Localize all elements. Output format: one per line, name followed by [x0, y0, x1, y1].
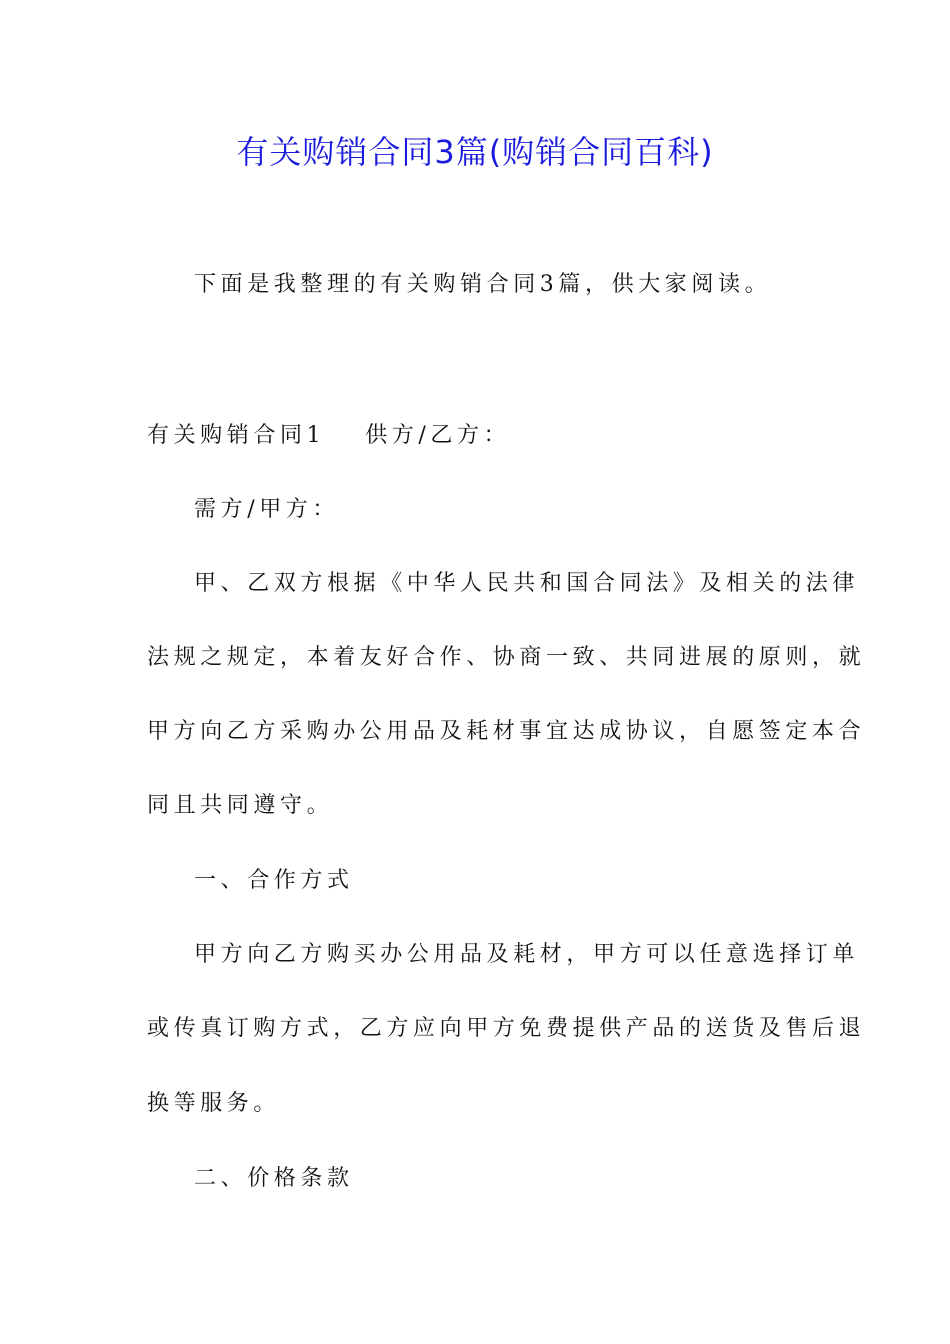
section-heading-row [147, 421, 807, 451]
paragraph1-line3: 甲方向乙方采购办公用品及耗材事宜达成协议，自愿签定本合 [147, 719, 866, 744]
paragraph2-line3: 换等服务。 [147, 1091, 281, 1116]
clause1-heading: 一、合作方式 [194, 868, 354, 893]
paragraph1-line2: 法规之规定，本着友好合作、协商一致、共同进展的原则，就 [147, 645, 866, 670]
paragraph2-line2: 或传真订购方式，乙方应向甲方免费提供产品的送货及售后退 [147, 1016, 866, 1041]
paragraph2-line1: 甲方向乙方购买办公用品及耗材，甲方可以任意选择订单 [194, 942, 860, 967]
buyer-label: 需方/甲方： [194, 497, 340, 522]
section-heading: 有关购销合同1 [147, 423, 326, 448]
supplier-label: 供方/乙方： [365, 423, 511, 448]
paragraph1-line4: 同且共同遵守。 [147, 793, 334, 818]
intro-text: 下面是我整理的有关购销合同3篇，供大家阅读。 [194, 272, 772, 297]
clause2-heading: 二、价格条款 [194, 1166, 354, 1191]
document-title: 有关购销合同3篇(购销合同百科) [236, 133, 714, 171]
paragraph1-line1: 甲、乙双方根据《中华人民共和国合同法》及相关的法律 [194, 571, 860, 596]
